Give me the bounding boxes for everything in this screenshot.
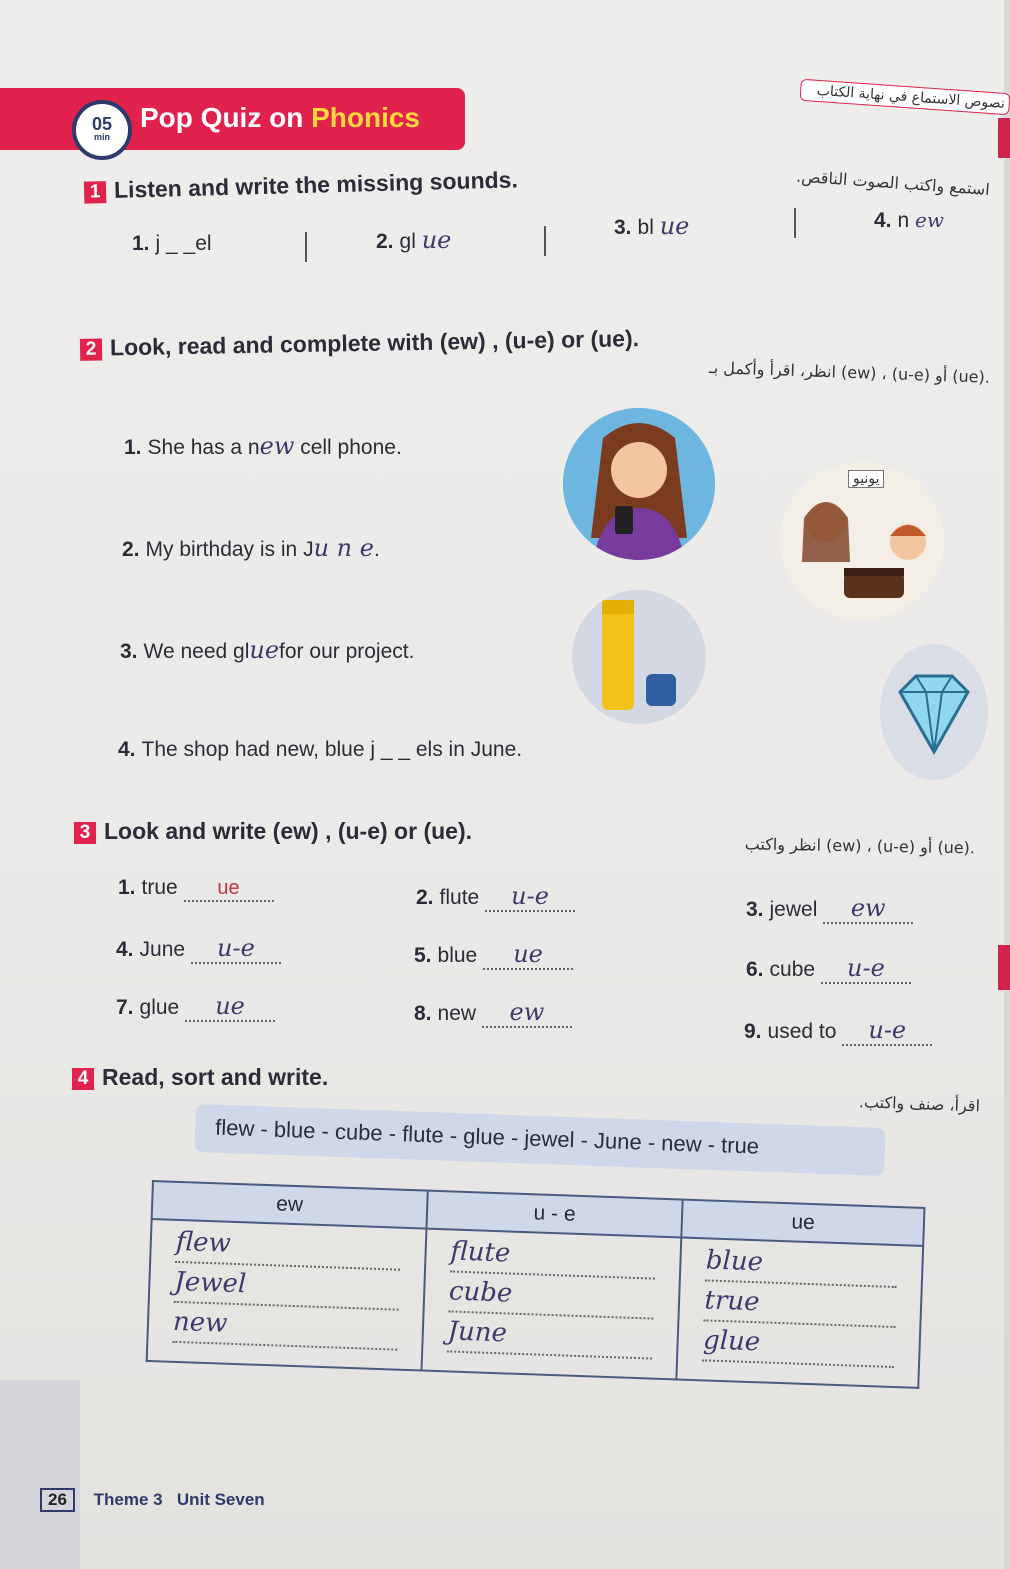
edge-tab-mid <box>998 945 1010 990</box>
answer-field[interactable]: ue <box>184 877 274 902</box>
section1-number: 1 <box>84 181 107 204</box>
item-number: 2. <box>376 230 394 253</box>
item-text: The shop had new, blue j _ _ els in June. <box>141 738 523 761</box>
section4-ar: اقرأ، صنف واكتب. <box>858 1092 981 1116</box>
word-bank-text: flew - blue - cube - flute - glue - jewel - June - new - true <box>214 1114 760 1159</box>
item-prefix: n <box>897 209 910 232</box>
girl-phone-illustration <box>563 408 715 560</box>
item-text-before: My birthday is in J <box>145 538 314 561</box>
s3-item-4 <box>116 934 281 964</box>
item-number: 4. <box>874 209 892 232</box>
answer-line[interactable]: flew <box>175 1227 401 1271</box>
s2-item-1 <box>124 432 402 460</box>
banner-title-part2: Phonics <box>311 102 421 133</box>
answer-field[interactable]: u-e <box>821 954 911 984</box>
answer-line[interactable]: June <box>447 1316 654 1359</box>
s3-item-6 <box>746 954 911 984</box>
section2-ar: .(ue) أو (u-e) ، (ew) انظر، اقرأ وأكمل بـ <box>708 357 991 387</box>
section2-title: Look, read and complete with (ew) , (u-e) or (ue). <box>109 325 640 361</box>
theme-label: Theme 3 <box>93 1490 163 1509</box>
s3-item-1 <box>118 876 274 902</box>
handwritten-answer[interactable]: ue <box>659 212 690 240</box>
section4-number: 4 <box>72 1068 94 1090</box>
glue-stick-illustration <box>572 590 706 724</box>
s2-item-2 <box>122 534 380 562</box>
word-bank <box>194 1104 885 1176</box>
timer-value: 05 <box>91 114 113 134</box>
section1-title: Listen and write the missing sounds. <box>113 166 519 203</box>
item-number: 6. <box>746 958 764 981</box>
item-number: 1. <box>132 232 150 255</box>
item-prefix: gl <box>399 230 416 253</box>
item-number: 1. <box>118 876 136 899</box>
item-number: 9. <box>744 1020 762 1043</box>
s1-item-4 <box>874 208 944 233</box>
column-ue <box>677 1238 923 1388</box>
section2-heading <box>80 325 639 362</box>
s3-item-9 <box>744 1016 932 1046</box>
column-header-u-e: u - e <box>426 1191 683 1238</box>
item-word: true <box>141 876 178 899</box>
item-number: 7. <box>116 996 134 1019</box>
answer-field[interactable]: ue <box>483 940 573 970</box>
unit-label: Unit Seven <box>176 1490 265 1509</box>
audio-note: نصوص الاستماع في نهاية الكتاب <box>799 79 1010 116</box>
quiz-banner <box>0 88 465 150</box>
diamond-icon <box>880 644 988 780</box>
section3-ar: .(ue) أو (u-e) ، (ew) انظر واكتب <box>744 834 976 858</box>
item-number: 8. <box>414 1002 432 1025</box>
answer-field[interactable]: ew <box>823 894 913 924</box>
item-text-before: We need gl <box>143 640 250 663</box>
item-text-after: for our project. <box>279 640 415 663</box>
item-suffix: el <box>195 232 212 255</box>
page-shadow <box>0 1380 80 1569</box>
answer-line[interactable]: blue <box>705 1245 898 1288</box>
answer-field[interactable]: u-e <box>842 1016 932 1046</box>
item-number: 4. <box>118 738 136 761</box>
item-word: used to <box>767 1020 837 1043</box>
section3-heading <box>74 818 472 845</box>
s3-item-3 <box>746 894 913 924</box>
item-word: cube <box>769 958 816 981</box>
item-word: glue <box>139 996 180 1019</box>
girl-with-phone-icon <box>563 408 715 560</box>
s3-item-5 <box>414 940 573 970</box>
section3-title: Look and write (ew) , (u-e) or (ue). <box>104 818 472 844</box>
calendar-label: يونيو <box>848 470 884 488</box>
glue-stick-icon <box>572 590 706 724</box>
item-number: 3. <box>614 216 632 239</box>
handwritten-answer[interactable]: ue <box>421 226 452 254</box>
banner-title-part1: Pop Quiz on <box>140 102 312 133</box>
s3-item-8 <box>414 998 572 1028</box>
column-header-ue: ue <box>682 1200 925 1246</box>
item-number: 2. <box>416 886 434 909</box>
banner-title <box>140 102 420 134</box>
item-number: 3. <box>120 640 138 663</box>
section4-heading <box>72 1064 328 1091</box>
s3-item-2 <box>416 882 575 912</box>
section3-number: 3 <box>74 822 96 844</box>
birthday-cake-illustration <box>780 462 944 620</box>
divider <box>305 232 307 262</box>
stopwatch-icon <box>72 100 132 160</box>
s1-item-1 <box>132 232 212 256</box>
item-word: June <box>139 938 186 961</box>
answer-line[interactable]: Jewel <box>174 1267 400 1311</box>
section1-heading <box>84 166 518 204</box>
answer-line[interactable]: flute <box>450 1236 657 1279</box>
edge-tab-top <box>998 118 1010 158</box>
item-text-after: . <box>373 538 380 561</box>
page-number: 26 <box>40 1488 75 1512</box>
column-ew <box>147 1219 427 1371</box>
item-number: 3. <box>746 898 764 921</box>
handwritten-answer[interactable]: u n e <box>313 534 374 562</box>
divider <box>544 226 546 256</box>
s1-item-3 <box>614 212 689 240</box>
page-footer <box>40 1488 265 1512</box>
sort-table <box>146 1180 926 1389</box>
s2-item-3 <box>120 636 414 664</box>
item-blank[interactable]: _ _ <box>166 232 196 255</box>
answer-line[interactable]: glue <box>702 1325 895 1368</box>
column-header-ew: ew <box>152 1181 428 1229</box>
column-u-e <box>421 1229 681 1380</box>
answer-field[interactable]: u-e <box>191 934 281 964</box>
handwritten-answer[interactable]: ew <box>915 208 945 232</box>
answer-line[interactable]: new <box>172 1307 398 1351</box>
item-prefix: bl <box>637 216 654 239</box>
jewel-illustration <box>880 644 988 780</box>
item-text-after: cell phone. <box>300 436 402 459</box>
answer-field[interactable]: ue <box>185 992 275 1022</box>
section4-title: Read, sort and write. <box>102 1064 329 1090</box>
answer-field[interactable]: u-e <box>485 882 575 912</box>
item-word: jewel <box>769 898 818 921</box>
handwritten-answer[interactable]: ue <box>249 636 280 664</box>
item-word: blue <box>437 944 478 967</box>
handwritten-answer[interactable]: ew <box>259 432 295 460</box>
item-number: 4. <box>116 938 134 961</box>
section1-ar: استمع واكتب الصوت الناقص. <box>795 166 991 199</box>
answer-line[interactable]: true <box>704 1285 897 1328</box>
item-word: new <box>437 1002 477 1025</box>
item-word: flute <box>439 886 480 909</box>
item-number: 1. <box>124 436 142 459</box>
section2-number: 2 <box>80 338 102 360</box>
answer-line[interactable]: cube <box>448 1276 655 1319</box>
item-prefix: j <box>155 232 161 255</box>
s2-item-4 <box>118 738 522 762</box>
item-number: 2. <box>122 538 140 561</box>
divider <box>794 208 796 238</box>
s3-item-7 <box>116 992 275 1022</box>
answer-field[interactable]: ew <box>482 998 572 1028</box>
item-number: 5. <box>414 944 432 967</box>
item-text-before: She has a n <box>147 436 260 459</box>
s1-item-2 <box>376 226 451 254</box>
timer-unit: min <box>93 132 110 142</box>
